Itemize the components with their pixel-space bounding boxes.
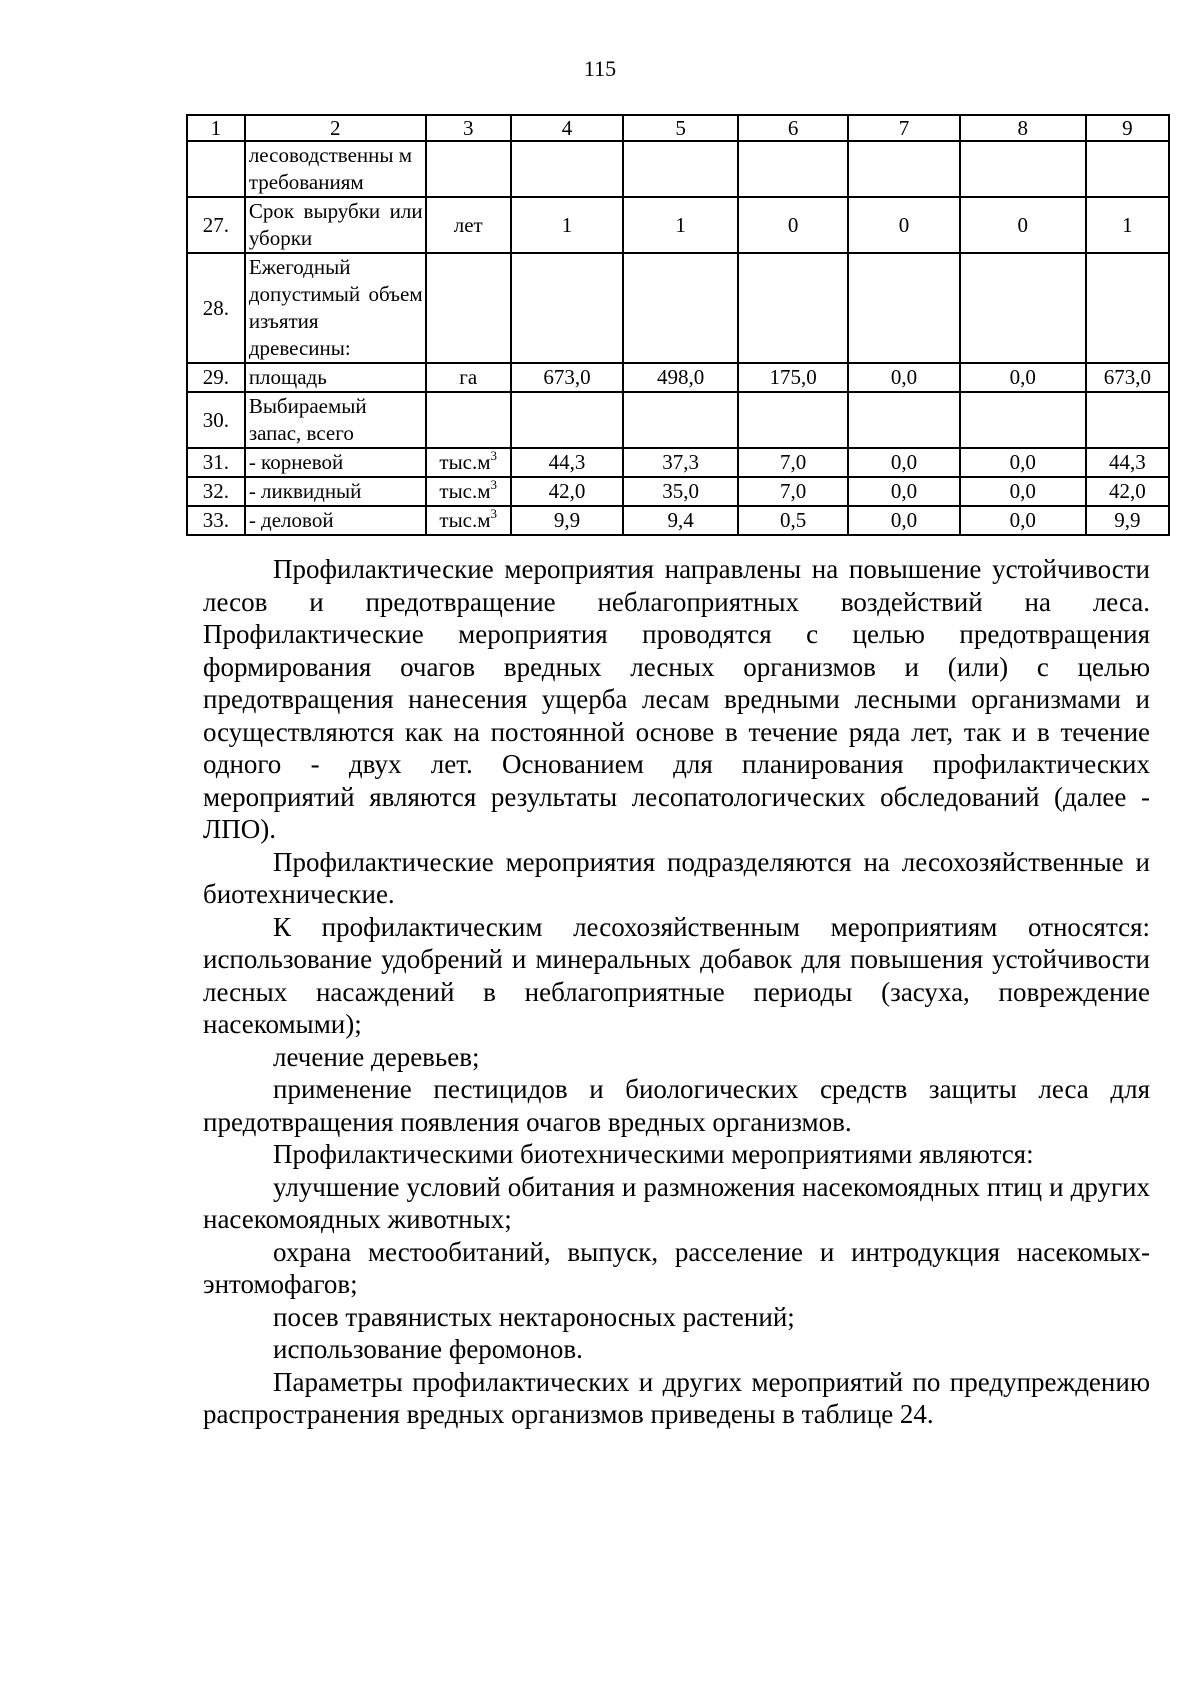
- value-cell: [960, 141, 1086, 197]
- page-number: 115: [583, 56, 617, 81]
- value-cell: [511, 392, 623, 448]
- unit-cell: [426, 448, 511, 477]
- row-number: 31.: [187, 448, 245, 477]
- unit-cell: [426, 141, 511, 197]
- row-number: 33.: [187, 506, 245, 535]
- unit-text: тыс.м: [439, 508, 491, 532]
- value-cell: [960, 392, 1086, 448]
- header-cell: 1: [187, 115, 245, 141]
- indicator-name: Срок вырубки или уборки: [245, 197, 426, 253]
- header-cell: 6: [738, 115, 848, 141]
- value-cell: 35,0: [623, 477, 738, 506]
- header-cell: 3: [426, 115, 511, 141]
- unit-text: тыс.м: [439, 479, 491, 503]
- table-row: [187, 506, 1169, 535]
- value-cell: 1: [1086, 197, 1169, 253]
- value-cell: 42,0: [511, 477, 623, 506]
- value-cell: 0,0: [960, 363, 1086, 392]
- value-cell: [511, 253, 623, 363]
- value-cell: [738, 392, 848, 448]
- header-cell: 4: [511, 115, 623, 141]
- paragraph: Профилактические мероприятия подразделяются на лесохозяйственные и биотехнические.: [203, 846, 1150, 909]
- value-cell: [1086, 141, 1169, 197]
- table-row: [187, 477, 1169, 506]
- header-cell: 5: [623, 115, 738, 141]
- value-cell: 0,0: [848, 448, 959, 477]
- value-cell: [1086, 253, 1169, 363]
- paragraph: Профилактическими биотехническими мероприятиями являются:: [273, 1139, 1034, 1169]
- value-cell: 9,9: [511, 506, 623, 535]
- value-cell: 175,0: [738, 363, 848, 392]
- unit-cell: [426, 477, 511, 506]
- value-cell: 1: [623, 197, 738, 253]
- value-cell: 0,0: [848, 363, 959, 392]
- row-number: 29.: [187, 363, 245, 392]
- indicator-name: Ежегодный допустимый объем изъятия древесины:: [245, 253, 426, 363]
- unit-cell: [426, 363, 511, 392]
- indicator-name: - ликвидный: [245, 477, 426, 506]
- row-number: 27.: [187, 197, 245, 253]
- unit-exponent: 3: [490, 448, 498, 463]
- value-cell: [848, 141, 959, 197]
- value-cell: 0: [738, 197, 848, 253]
- value-cell: [848, 253, 959, 363]
- paragraph: использование феромонов.: [273, 1334, 583, 1364]
- value-cell: [511, 141, 623, 197]
- value-cell: [623, 392, 738, 448]
- indicator-name: площадь: [245, 363, 426, 392]
- paragraph: Параметры профилактических и других мероприятий по предупреждению распространения вредных организмов приведены в таблице 24.: [203, 1366, 1150, 1429]
- value-cell: 9,9: [1086, 506, 1169, 535]
- value-cell: 7,0: [738, 448, 848, 477]
- unit-cell: [426, 392, 511, 448]
- value-cell: 0,0: [848, 477, 959, 506]
- value-cell: [848, 392, 959, 448]
- value-cell: 0,0: [960, 506, 1086, 535]
- unit-exponent: 3: [490, 477, 498, 492]
- value-cell: 37,3: [623, 448, 738, 477]
- value-cell: [738, 141, 848, 197]
- value-cell: 0,0: [960, 448, 1086, 477]
- value-cell: 0: [960, 197, 1086, 253]
- body-text: [203, 553, 1150, 1431]
- value-cell: 0,0: [848, 506, 959, 535]
- value-cell: 673,0: [1086, 363, 1169, 392]
- value-cell: [1086, 392, 1169, 448]
- indicator-name: - корневой: [245, 448, 426, 477]
- value-cell: [960, 253, 1086, 363]
- value-cell: 42,0: [1086, 477, 1169, 506]
- header-cell: 8: [960, 115, 1086, 141]
- value-cell: 0,0: [960, 477, 1086, 506]
- unit-text: тыс.м: [439, 450, 491, 474]
- header-cell: 9: [1086, 115, 1169, 141]
- row-number: [187, 141, 245, 197]
- paragraph: применение пестицидов и биологических средств защиты леса для предотвращения появления очагов вредных организмов.: [203, 1074, 1150, 1137]
- table-row: [187, 363, 1169, 392]
- table-row: [187, 448, 1169, 477]
- value-cell: 9,4: [623, 506, 738, 535]
- value-cell: 673,0: [511, 363, 623, 392]
- value-cell: 44,3: [511, 448, 623, 477]
- value-cell: 44,3: [1086, 448, 1169, 477]
- value-cell: 7,0: [738, 477, 848, 506]
- value-cell: 0: [848, 197, 959, 253]
- indicator-name: лесоводственны м требованиям: [245, 141, 426, 197]
- row-number: 32.: [187, 477, 245, 506]
- table-header-row: [187, 115, 1169, 141]
- value-cell: 1: [511, 197, 623, 253]
- unit-cell: [426, 506, 511, 535]
- forest-use-table: [186, 114, 1170, 536]
- indicator-name: - деловой: [245, 506, 426, 535]
- unit-text: лет: [453, 212, 483, 237]
- table-row: [187, 392, 1169, 448]
- value-cell: 0,5: [738, 506, 848, 535]
- table-row: [187, 197, 1169, 253]
- value-cell: [738, 253, 848, 363]
- paragraph: лечение деревьев;: [273, 1041, 480, 1072]
- paragraph: посев травянистых нектароносных растений;: [273, 1301, 795, 1332]
- paragraph: улучшение условий обитания и размножения насекомоядных птиц и других насекомоядных животных;: [203, 1171, 1150, 1234]
- indicator-name: Выбираемый запас, всего: [245, 392, 426, 448]
- unit-text: га: [459, 365, 478, 389]
- unit-exponent: 3: [490, 506, 498, 521]
- value-cell: [623, 253, 738, 363]
- paragraph: Профилактические мероприятия направлены на повышение устойчивости лесов и предотвращение неблагоприятных воздействий на леса. Профилактические мероприятия проводятся с целью предотвращения формирования очагов вредных лесных организмов и (или) с целью предотвращения нанесения ущерба лесам вредными лесными организмами и осуществляются как на постоянной основе в течение ряда лет, так и в течение одного - двух лет. Основанием для планирования профилактических мероприятий являются результаты лесопатологических обследований (далее - ЛПО).: [203, 554, 1150, 844]
- unit-cell: [426, 197, 511, 253]
- row-number: 28.: [187, 253, 245, 363]
- unit-cell: [426, 253, 511, 363]
- paragraph: К профилактическим лесохозяйственным мероприятиям относятся: использование удобрений и минеральных добавок для повышения устойчивости лесных насаждений в неблагоприятные периоды (засуха, повреждение насекомыми);: [203, 911, 1150, 1039]
- value-cell: 498,0: [623, 363, 738, 392]
- table-row: [187, 253, 1169, 363]
- value-cell: [623, 141, 738, 197]
- header-cell: 7: [848, 115, 959, 141]
- row-number: 30.: [187, 392, 245, 448]
- paragraph: охрана местообитаний, выпуск, расселение и интродукция насекомых-энтомофагов;: [203, 1236, 1150, 1299]
- header-cell: 2: [245, 115, 426, 141]
- table-row: [187, 141, 1169, 197]
